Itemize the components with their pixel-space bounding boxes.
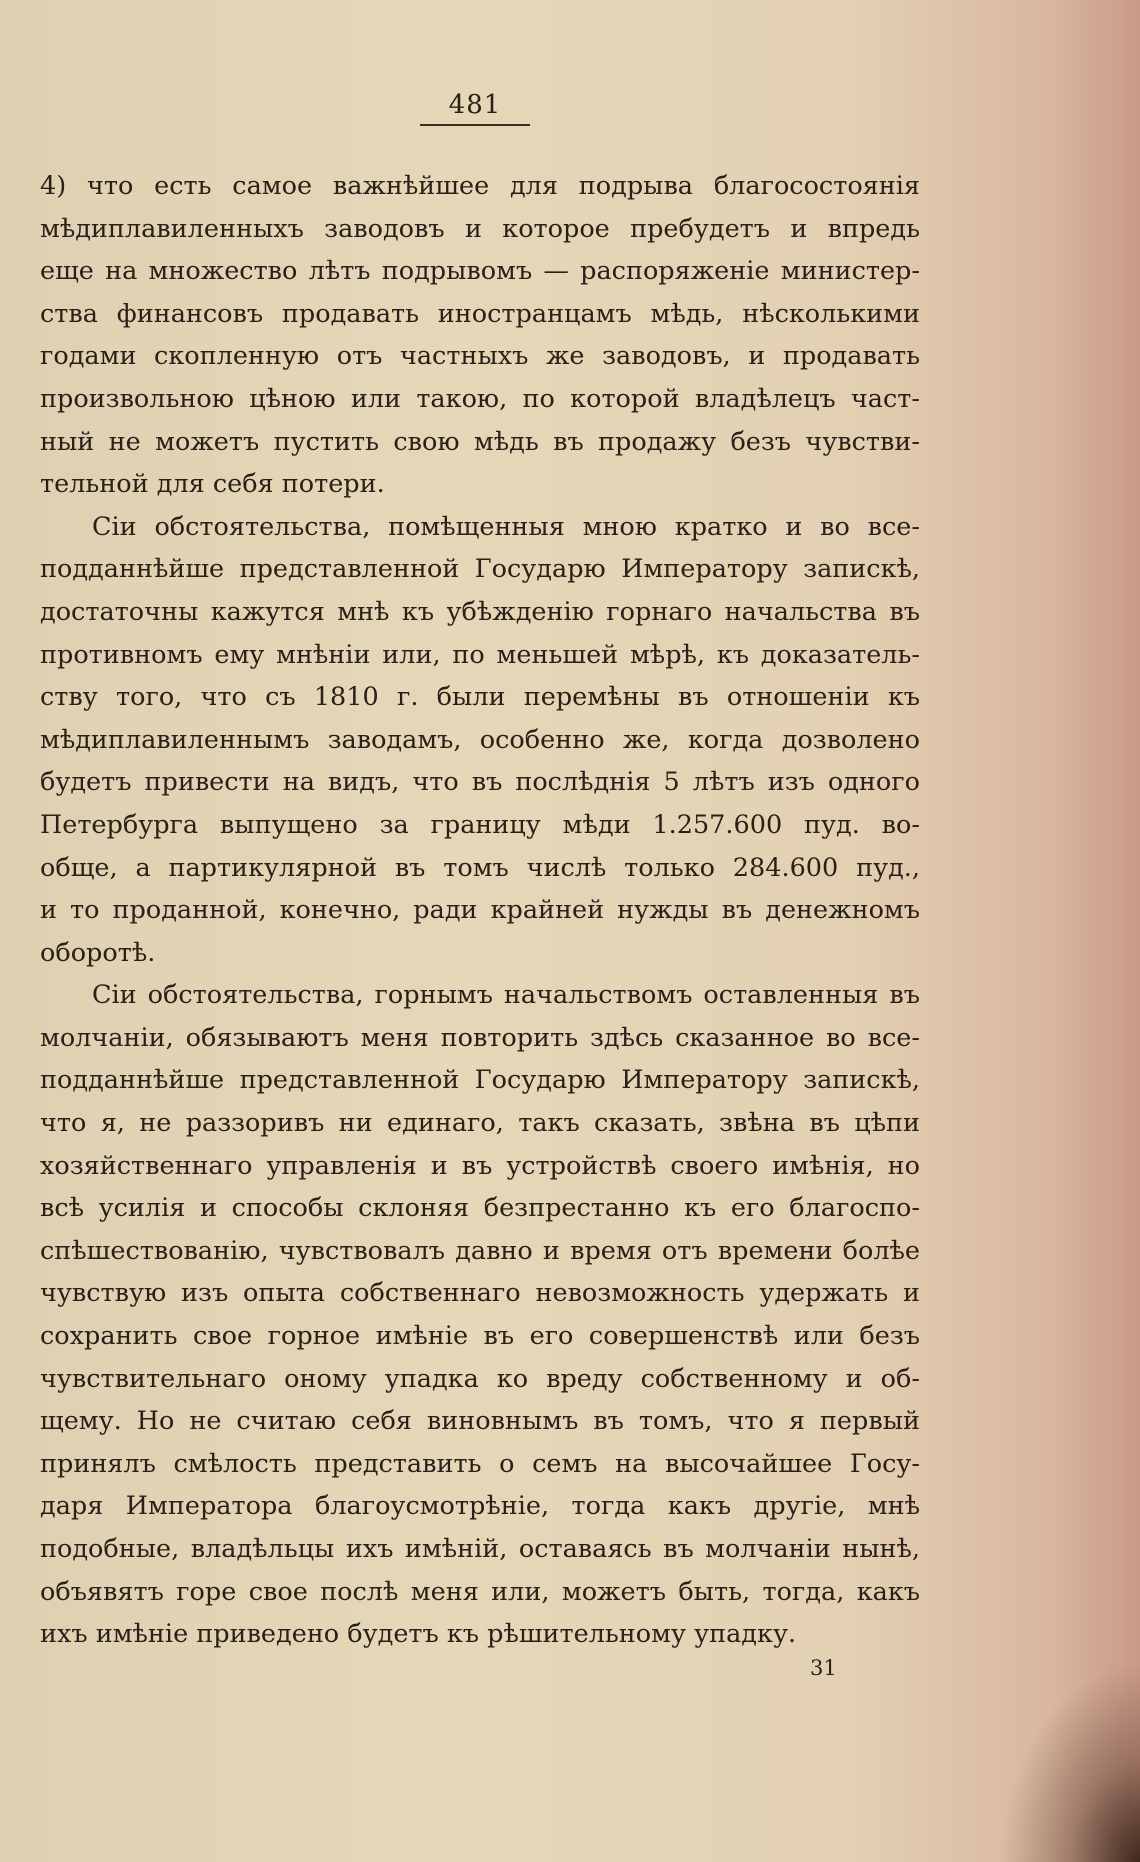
text-line: 4) что есть самое важнѣйшее для подрыва благосостоянія [40, 171, 920, 201]
text-line: произвольною цѣною или такою, по которой владѣлецъ част- [40, 383, 920, 414]
text-line: Петербурга выпущено за границу мѣди 1.257.600 пуд. во- [40, 809, 920, 840]
text-line: принялъ смѣлость представить о семъ на высочайшее Госу- [40, 1448, 920, 1479]
text-line: подданнѣйше представленной Государю Императору запискѣ, [40, 554, 920, 585]
text-line: достаточны кажутся мнѣ къ убѣжденію горнаго начальства въ [40, 596, 920, 627]
text-line: чувствую изъ опыта собственнаго невозможность удержать и [40, 1278, 920, 1309]
text-line: подобные, владѣльцы ихъ имѣній, оставаясь въ молчаніи нынѣ, [40, 1534, 920, 1564]
text-line: ихъ имѣніе приведено будетъ къ рѣшительному упадку. [40, 1619, 797, 1650]
text-line: противномъ ему мнѣніи или, по меньшей мѣрѣ, къ доказатель- [40, 639, 920, 670]
text-line: объявятъ горе свое послѣ меня или, можетъ быть, тогда, какъ [40, 1576, 920, 1607]
text-line: подданнѣйше представленной Государю Императору запискѣ, [40, 1065, 920, 1096]
text-line: ный не можетъ пустить свою мѣдь въ продажу безъ чувстви- [40, 426, 920, 457]
text-line: ства финансовъ продавать иностранцамъ мѣдь, нѣсколькими [40, 298, 920, 329]
text-line: мѣдиплавиленнымъ заводамъ, особенно же, когда дозволено [40, 724, 920, 755]
text-line: тельной для себя потери. [40, 469, 385, 500]
text-line: Сіи обстоятельства, горнымъ начальствомъ оставленныя въ [92, 980, 920, 1011]
text-line: спѣшествованію, чувствовалъ давно и время отъ времени болѣе [40, 1235, 920, 1266]
page-number-rule [420, 124, 530, 126]
text-line: даря Императора благоусмотрѣніе, тогда какъ другіе, мнѣ [40, 1491, 920, 1522]
text-line: годами скопленную отъ частныхъ же заводовъ, и продавать [40, 341, 920, 372]
text-line: всѣ усилія и способы склоняя безпрестанно къ его благоспо- [40, 1193, 920, 1224]
text-line: еще на множество лѣтъ подрывомъ — распоряженіе министер- [40, 256, 920, 287]
text-line: оборотѣ. [40, 937, 156, 968]
text-line: сохранить свое горное имѣніе въ его совершенствѣ или безъ [40, 1321, 920, 1352]
signature-mark: 31 [810, 1656, 837, 1680]
text-line: будетъ привести на видъ, что въ послѣднія 5 лѣтъ изъ одного [40, 767, 920, 798]
text-line: и то проданной, конечно, ради крайней нужды въ денежномъ [40, 895, 920, 926]
text-line: молчаніи, обязываютъ меня повторить здѣсь сказанное во все- [40, 1022, 920, 1053]
text-line: Сіи обстоятельства, помѣщенныя мною кратко и во все- [92, 511, 920, 542]
body-text [40, 165, 920, 1656]
text-line: мѣдиплавиленныхъ заводовъ и которое пребудетъ и впредь [40, 213, 920, 244]
text-line: что я, не раззоривъ ни единаго, такъ сказать, звѣна въ цѣпи [40, 1108, 920, 1139]
text-line: обще, а партикулярной въ томъ числѣ только 284.600 пуд., [40, 852, 920, 883]
page-corner-shadow [1000, 1662, 1140, 1862]
page-number: 481 [448, 90, 502, 120]
text-line: чувствительнаго оному упадка ко вреду собственному и об- [40, 1363, 920, 1394]
text-line: ству того, что съ 1810 г. были перемѣны въ отношеніи къ [40, 682, 920, 713]
text-line: щему. Но не считаю себя виновнымъ въ томъ, что я первый [40, 1406, 920, 1437]
text-line: хозяйственнаго управленія и въ устройствѣ своего имѣнія, но [40, 1150, 920, 1181]
